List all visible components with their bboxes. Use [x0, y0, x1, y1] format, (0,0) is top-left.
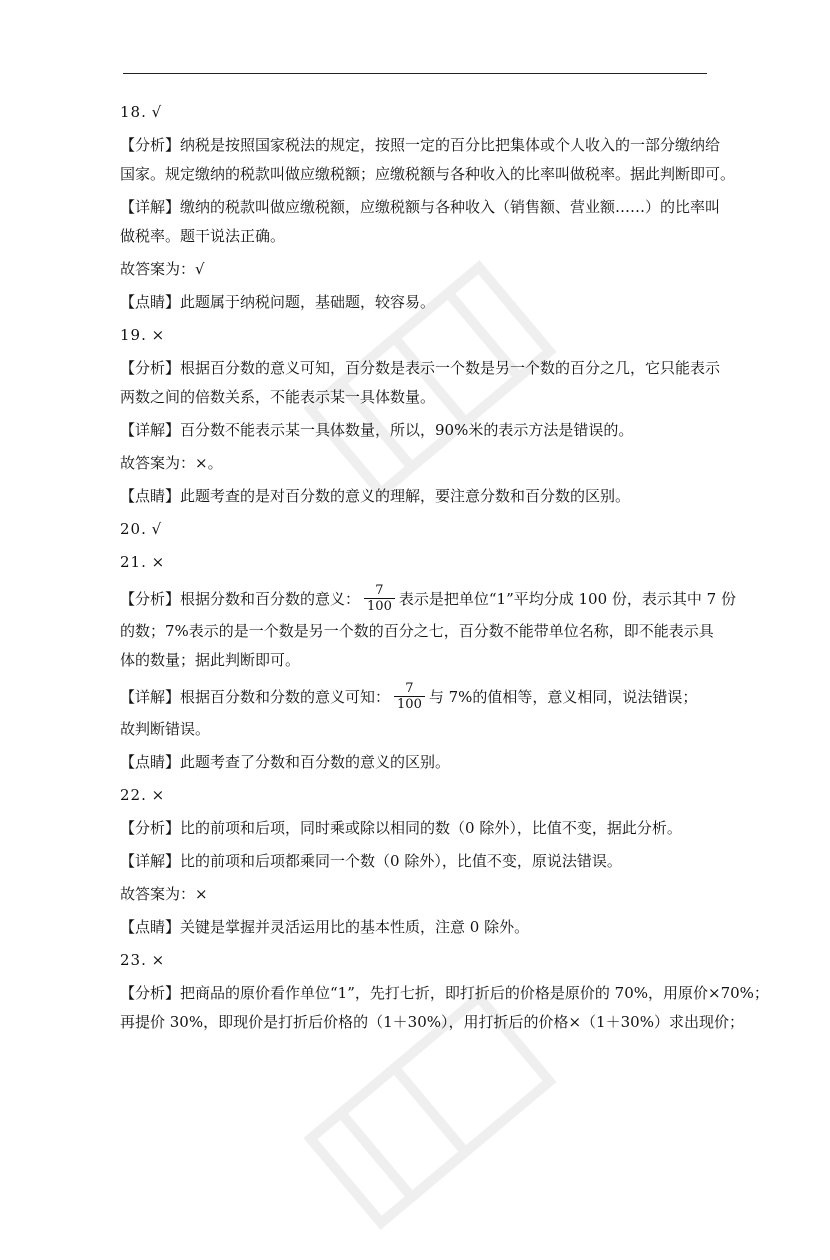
comment-tag: 【点睛】: [120, 753, 181, 771]
question-19-header: 19. ×: [120, 326, 165, 344]
detail-line: 【详解】根据百分数和分数的意义可知： $\frac{7}{100}$ 与 7%的值相等，意义相同，说法错误；: [120, 680, 698, 712]
analysis-line: 国家。规定缴纳的税款叫做应缴税额；应缴税额与各种收入的比率叫做税率。据此判断即可。: [120, 165, 736, 183]
question-18-header: 18. √: [120, 103, 162, 121]
detail-tag: 【详解】: [120, 852, 181, 870]
detail-tag: 【详解】: [120, 421, 181, 439]
comment-line: 【点睛】此题考查的是对百分数的意义的理解，要注意分数和百分数的区别。: [120, 487, 631, 505]
comment-line: 【点睛】关键是掌握并灵活运用比的基本性质，注意 0 除外。: [120, 918, 530, 936]
header-rule: [123, 73, 707, 74]
comment-tag: 【点睛】: [120, 293, 181, 311]
question-21-header: 21. ×: [120, 553, 165, 571]
answer-mark: ×: [151, 951, 165, 969]
answer-mark: ×: [151, 326, 165, 344]
analysis-tag: 【分析】: [120, 984, 181, 1002]
answer-line: 故答案为：×。: [120, 454, 223, 472]
analysis-line: 体的数量；据此判断即可。: [120, 651, 301, 669]
detail-tag: 【详解】: [120, 688, 181, 706]
comment-tag: 【点睛】: [120, 487, 181, 505]
analysis-tag: 【分析】: [120, 819, 181, 837]
answer-explanations: [120, 98, 769, 1037]
answer-mark: √: [151, 103, 162, 121]
answer-line: 故答案为：×: [120, 885, 208, 903]
answer-mark: ×: [151, 786, 165, 804]
analysis-tag: 【分析】: [120, 136, 181, 154]
question-23-header: 23. ×: [120, 951, 165, 969]
analysis-line: 【分析】纳税是按照国家税法的规定，按照一定的百分比把集体或个人收入的一部分缴纳给: [120, 136, 721, 154]
detail-line: 【详解】百分数不能表示某一具体数量，所以，90%米的表示方法是错误的。: [120, 421, 634, 439]
detail-line: 【详解】缴纳的税款叫做应缴税额，应缴税额与各种收入（销售额、营业额……）的比率叫: [120, 198, 721, 216]
analysis-line: 的数；7%表示的是一个数是另一个数的百分之七，百分数不能带单位名称，即不能表示具: [120, 622, 714, 640]
question-20-header: 20. √: [120, 520, 162, 538]
analysis-line: 【分析】根据百分数的意义可知，百分数是表示一个数是另一个数的百分之几，它只能表示: [120, 359, 721, 377]
question-22-header: 22. ×: [120, 786, 165, 804]
analysis-tag: 【分析】: [120, 359, 181, 377]
answer-mark: ×: [151, 553, 165, 571]
analysis-line: 【分析】根据分数和百分数的意义： $\frac{7}{100}$ 表示是把单位“1”平均分成 100 份，表示其中 7 份: [120, 582, 736, 614]
analysis-tag: 【分析】: [120, 590, 181, 608]
analysis-line: 【分析】比的前项和后项，同时乘或除以相同的数（0 除外），比值不变，据此分析。: [120, 819, 682, 837]
fraction: $\frac{7}{100}$: [394, 681, 425, 712]
analysis-line: 再提价 30%，即现价是打折后价格的（1＋30%），用打折后的价格×（1＋30%）求出现价；: [120, 1013, 744, 1031]
answer-mark: √: [151, 520, 162, 538]
comment-line: 【点睛】此题考查了分数和百分数的意义的区别。: [120, 753, 451, 771]
analysis-line: 两数之间的倍数关系，不能表示某一具体数量。: [120, 388, 436, 406]
analysis-line: 【分析】把商品的原价看作单位“1”，先打七折，即打折后的价格是原价的 70%，用原价×70%；: [120, 984, 769, 1002]
detail-line: 做税率。题干说法正确。: [120, 227, 286, 245]
comment-tag: 【点睛】: [120, 918, 181, 936]
comment-line: 【点睛】此题属于纳税问题，基础题，较容易。: [120, 293, 436, 311]
answer-line: 故答案为：√: [120, 260, 205, 278]
detail-tag: 【详解】: [120, 198, 181, 216]
fraction: $\frac{7}{100}$: [364, 583, 395, 614]
detail-line: 【详解】比的前项和后项都乘同一个数（0 除外），比值不变，原说法错误。: [120, 852, 622, 870]
answer-line: 故判断错误。: [120, 720, 211, 738]
